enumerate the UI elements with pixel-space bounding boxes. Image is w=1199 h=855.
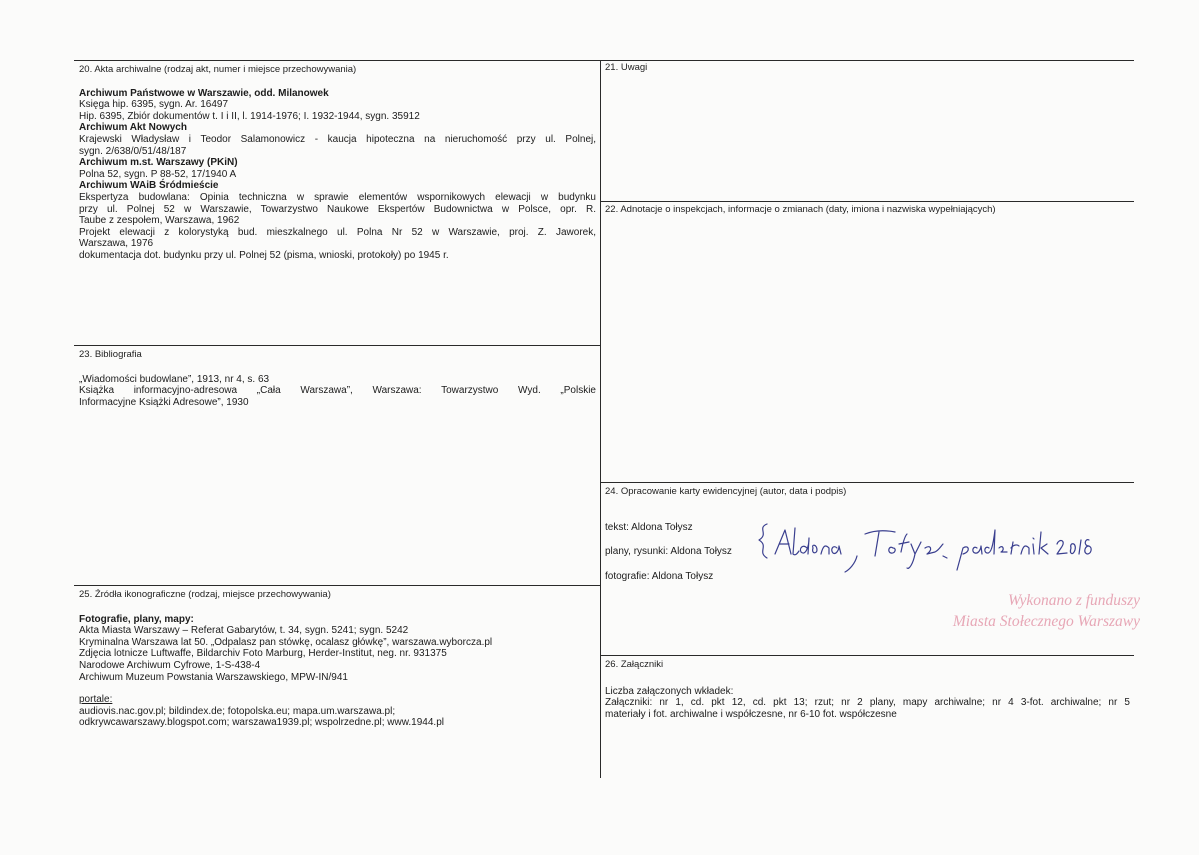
archive-entry: Warszawa, 1976 — [79, 238, 154, 250]
section-22-title: 22. Adnotacje o inspekcjach, informacje o zmianach (daty, imiona i nazwiska wypełniających) — [605, 204, 996, 215]
divider-right-22-24 — [600, 482, 1134, 483]
divider-left-23-25 — [74, 585, 600, 586]
portals-heading: portale: — [79, 694, 113, 706]
archive-entry: Taube z zespołem, Warszawa, 1962 — [79, 215, 240, 227]
bibliography-entry: „Wiadomości budowlane”, 1913, nr 4, s. 63 — [79, 373, 270, 385]
divider-vertical — [600, 60, 601, 778]
portal-entry: odkrywcawarszawy.blogspot.com; warszawa1939.pl; wspolrzedne.pl; www.1944.pl — [79, 717, 444, 729]
section-21-title: 21. Uwagi — [605, 62, 648, 73]
archive-entry: Ekspertyza budowlana: Opinia techniczna w sprawie elementów wspornikowych elewacji w budynku — [79, 191, 596, 203]
archive-name: Archiwum WAiB Śródmieście — [79, 180, 219, 192]
section-20-archival-records — [79, 64, 596, 262]
archive-entry: Projekt elewacji z kolorystyką bud. mieszkalnego ul. Polna Nr 52 w Warszawie, proj. Z. Jaworek, — [79, 226, 596, 238]
bibliography-entry: Książka informacyjno-adresowa „Cała Warszawa”, Warszawa: Towarzystwo Wyd. „Polskie — [79, 385, 596, 397]
funding-stamp-line: Wykonano z funduszy — [1007, 592, 1140, 609]
section-24-title: 24. Opracowanie karty ewidencyjnej (autor, data i podpis) — [605, 486, 847, 497]
archive-name: Archiwum Państwowe w Warszawie, odd. Milanowek — [79, 87, 329, 99]
section-22-annotations — [605, 204, 1130, 228]
section-23-title: 23. Bibliografia — [79, 349, 142, 360]
archive-entry: Krajewski Władysław i Teodor Salamonowicz - kaucja hipoteczna na nieruchomość przy ul. Polnej, — [79, 133, 596, 145]
section-23-bibliography — [79, 349, 596, 408]
attachments-count-label: Liczba załączonych wkładek: — [605, 685, 734, 697]
attachments-list: materiały i fot. archiwalne i współczesne, nr 6-10 fot. współczesne — [605, 708, 897, 720]
section-26-title: 26. Załączniki — [605, 659, 664, 670]
archive-entry: Hip. 6395, Zbiór dokumentów t. I i II, l. 1914-1976; I. 1932-1944, sygn. 35912 — [79, 110, 420, 122]
source-entry: Zdjęcia lotnicze Luftwaffe, Bildarchiv Foto Marburg, Herder-Institut, neg. nr. 931375 — [79, 648, 447, 660]
section-20-title: 20. Akta archiwalne (rodzaj akt, numer i miejsce przechowywania) — [79, 64, 357, 75]
divider-right-21-22 — [600, 201, 1134, 202]
author-plans: plany, rysunki: Aldona Tołysz — [605, 546, 732, 557]
divider-top — [74, 60, 1134, 61]
section-21-remarks — [605, 62, 1130, 86]
bibliography-entry: Informacyjne Książki Adresowe”, 1930 — [79, 396, 249, 408]
author-text: tekst: Aldona Tołysz — [605, 522, 693, 533]
source-entry: Narodowe Archiwum Cyfrowe, 1-S-438-4 — [79, 659, 261, 671]
section-24-card-preparation — [605, 486, 1130, 510]
divider-left-20-23 — [74, 345, 600, 346]
source-entry: Akta Miasta Warszawy – Referat Gabarytów, t. 34, sygn. 5241; sygn. 5242 — [79, 625, 409, 637]
archive-name: Archiwum Akt Nowych — [79, 122, 187, 134]
portal-entry: audiovis.nac.gov.pl; bildindex.de; fotopolska.eu; mapa.um.warszawa.pl; — [79, 705, 396, 717]
archive-name: Archiwum m.st. Warszawy (PKiN) — [79, 157, 238, 169]
funding-stamp — [880, 590, 1140, 632]
section-26-attachments — [605, 659, 1130, 720]
archive-entry: Polna 52, sygn. P 88-52, 17/1940 A — [79, 168, 237, 180]
section-25-iconographic-sources — [79, 589, 596, 729]
archive-entry: sygn. 2/638/0/51/48/187 — [79, 145, 187, 157]
section-25-title: 25. Źródła ikonograficzne (rodzaj, miejsce przechowywania) — [79, 589, 331, 600]
archive-entry: przy ul. Polnej 52 w Warszawie, Towarzystwo Naukowe Ekspertów Budownictwa w Polsce, opr. R. — [79, 203, 596, 215]
archive-entry: Księga hip. 6395, sygn. Ar. 16497 — [79, 99, 228, 111]
source-entry: Kryminalna Warszawa lat 50. „Odpalasz pan stówkę, ocalasz główkę”, warszawa.wyborcza.pl — [79, 636, 493, 648]
source-entry: Archiwum Muzeum Powstania Warszawskiego, MPW-IN/941 — [79, 671, 348, 683]
funding-stamp-line: Miasta Stołecznego Warszawy — [952, 613, 1140, 630]
divider-right-24-26 — [600, 655, 1134, 656]
handwritten-signature — [745, 518, 1095, 578]
author-photos: fotografie: Aldona Tołysz — [605, 571, 714, 582]
sources-heading: Fotografie, plany, mapy: — [79, 613, 194, 625]
attachments-list: Załączniki: nr 1, cd. pkt 12, cd. pkt 13; rzut; nr 2 plany, mapy archiwalne; nr 4 3-fot. archiwalne; nr 5 — [605, 697, 1130, 709]
archive-entry: dokumentacja dot. budynku przy ul. Polnej 52 (pisma, wnioski, protokoły) po 1945 r. — [79, 249, 449, 261]
